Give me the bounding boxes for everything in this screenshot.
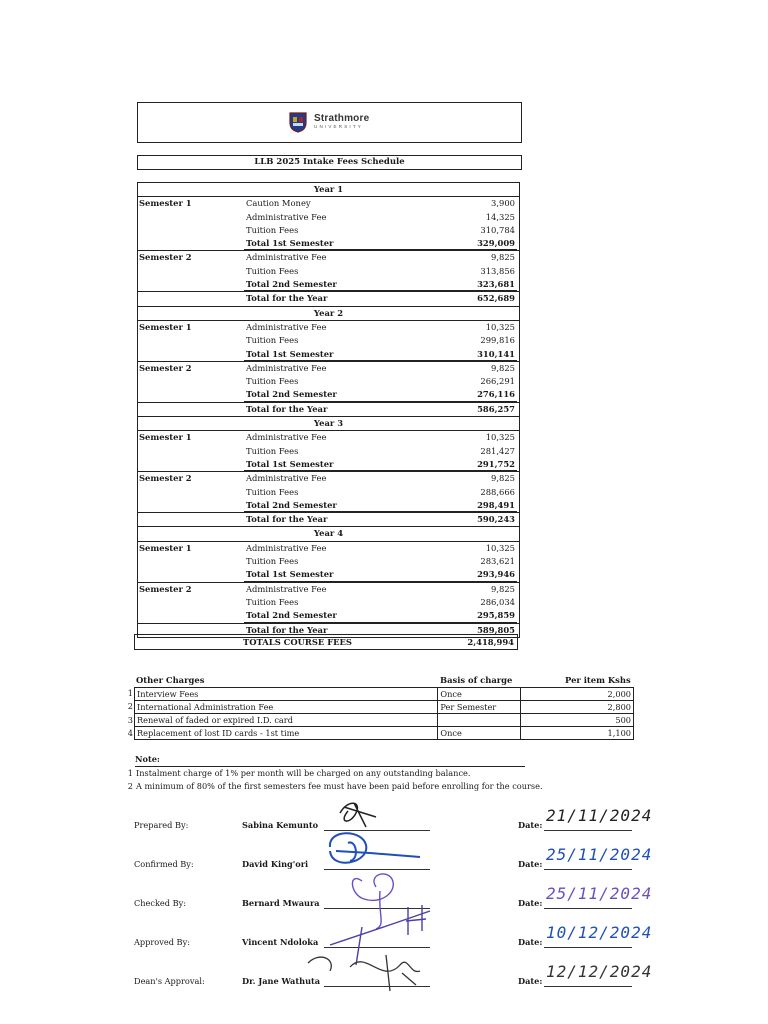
charge-basis: Per Semester xyxy=(438,701,520,714)
fee-row xyxy=(138,334,519,347)
semester-total-row xyxy=(138,237,519,250)
charge-number: 4 xyxy=(127,727,133,738)
fee-item-amount: 9,825 xyxy=(491,473,515,484)
semester-total-label: Total 2nd Semester xyxy=(246,389,337,400)
fee-row xyxy=(138,224,519,237)
note-number: 1 xyxy=(127,768,133,778)
fee-item-name: Tuition Fees xyxy=(246,596,299,607)
semester-total-value: 329,009 xyxy=(477,238,515,249)
note-lines xyxy=(125,767,635,793)
semester-total-value: 323,681 xyxy=(477,279,515,290)
fee-item-name: Tuition Fees xyxy=(246,445,299,456)
fee-item-name: Tuition Fees xyxy=(246,265,299,276)
fee-item-amount: 288,666 xyxy=(480,486,515,497)
handwritten-date: 12/12/2024 xyxy=(546,962,653,981)
fee-row xyxy=(138,211,519,224)
fee-item-amount: 281,427 xyxy=(480,445,515,456)
semester-total-value: 310,141 xyxy=(477,348,515,359)
year-total-value: 652,689 xyxy=(477,293,515,304)
other-charges-heading: Other Charges xyxy=(136,675,205,685)
fee-item-amount: 10,325 xyxy=(485,321,515,332)
totals-course-fees xyxy=(134,634,518,650)
crest-icon xyxy=(288,111,308,133)
note-text: Instalment charge of 1% per month will be charged on any outstanding balance. xyxy=(136,768,471,778)
semester-total-value: 291,752 xyxy=(477,458,515,469)
fee-item-name: Caution Money xyxy=(246,198,311,209)
other-charges-table xyxy=(134,687,634,740)
semester-total-label: Total 2nd Semester xyxy=(246,279,337,290)
handwritten-date: 25/11/2024 xyxy=(546,884,653,903)
fee-row xyxy=(138,265,519,278)
semester-total-row xyxy=(138,458,519,471)
fee-row xyxy=(138,555,519,568)
semester-total-label: Total 1st Semester xyxy=(246,458,334,469)
date-line xyxy=(544,947,632,948)
signature-line xyxy=(324,830,430,831)
per-item-heading: Per item Kshs xyxy=(565,675,631,685)
other-charge-row xyxy=(135,714,634,727)
fee-item-name: Tuition Fees xyxy=(246,556,299,567)
year-header: Year 4 xyxy=(138,526,519,541)
approval-role: Prepared By: xyxy=(134,820,189,830)
semester-total-value: 293,946 xyxy=(477,569,515,580)
year-total-label: Total for the Year xyxy=(246,624,328,635)
charge-amount: 500 xyxy=(520,714,633,727)
totals-label: TOTALS COURSE FEES xyxy=(243,637,352,647)
fee-item-amount: 10,325 xyxy=(485,432,515,443)
fee-row xyxy=(138,582,519,596)
approval-role: Confirmed By: xyxy=(134,859,194,869)
semester-total-row xyxy=(138,609,519,622)
fee-item-name: Tuition Fees xyxy=(246,224,299,235)
year-total-value: 590,243 xyxy=(477,514,515,525)
signature-line xyxy=(324,947,430,948)
logo-name: Strathmore xyxy=(314,113,370,125)
semester-total-value: 298,491 xyxy=(477,499,515,510)
semester-total-row xyxy=(138,568,519,581)
semester-label: Semester 2 xyxy=(139,362,192,373)
charge-basis xyxy=(438,714,520,727)
approver-name: Sabina Kemunto xyxy=(242,820,319,830)
fee-item-name: Administrative Fee xyxy=(246,321,327,332)
charge-item: Renewal of faded or expired I.D. card xyxy=(135,714,438,727)
fee-row xyxy=(138,431,519,444)
fee-item-name: Administrative Fee xyxy=(246,432,327,443)
semester-total-value: 276,116 xyxy=(477,389,515,400)
fee-item-name: Administrative Fee xyxy=(246,362,327,373)
fee-row xyxy=(138,197,519,210)
year-total-row xyxy=(138,512,519,526)
semester-total-row xyxy=(138,499,519,512)
date-label: Date: xyxy=(518,937,543,947)
fee-row xyxy=(138,445,519,458)
approval-role: Checked By: xyxy=(134,898,187,908)
fee-row xyxy=(138,375,519,388)
semester-total-label: Total 2nd Semester xyxy=(246,610,337,621)
fee-item-amount: 310,784 xyxy=(480,224,515,235)
other-charges xyxy=(125,675,635,738)
approver-name: Bernard Mwaura xyxy=(242,898,320,908)
fee-row xyxy=(138,361,519,375)
charge-amount: 1,100 xyxy=(520,727,633,740)
handwritten-date: 25/11/2024 xyxy=(546,845,653,864)
charge-number: 2 xyxy=(127,701,133,712)
charge-item: Replacement of lost ID cards - 1st time xyxy=(135,727,438,740)
fee-row xyxy=(138,596,519,609)
fee-item-name: Administrative Fee xyxy=(246,473,327,484)
date-label: Date: xyxy=(518,859,543,869)
other-charges-header xyxy=(125,675,635,687)
approval-role: Approved By: xyxy=(134,937,190,947)
note-number: 2 xyxy=(127,781,133,791)
year-header: Year 2 xyxy=(138,306,519,321)
semester-label: Semester 2 xyxy=(139,252,192,263)
fee-item-amount: 9,825 xyxy=(491,362,515,373)
note-heading: Note: xyxy=(135,754,525,767)
fee-item-name: Administrative Fee xyxy=(246,542,327,553)
fee-item-amount: 14,325 xyxy=(485,211,515,222)
approver-name: David King'ori xyxy=(242,859,309,869)
approval-row xyxy=(134,845,653,875)
note-text: A minimum of 80% of the first semesters fee must have been paid before enrolling for the course. xyxy=(136,781,543,791)
charge-item: Interview Fees xyxy=(135,688,438,701)
handwritten-date: 10/12/2024 xyxy=(546,923,653,942)
other-charge-row xyxy=(135,688,634,701)
note-line xyxy=(125,767,635,780)
charge-amount: 2,000 xyxy=(520,688,633,701)
date-line xyxy=(544,830,632,831)
semester-total-label: Total 1st Semester xyxy=(246,238,334,249)
fee-row xyxy=(138,542,519,555)
fee-item-amount: 3,900 xyxy=(491,198,515,209)
charge-number: 3 xyxy=(127,714,133,725)
signature-line xyxy=(324,908,430,909)
totals-value: 2,418,994 xyxy=(467,637,514,647)
date-line xyxy=(544,908,632,909)
fee-item-amount: 299,816 xyxy=(480,335,515,346)
fee-row xyxy=(138,321,519,334)
note-line xyxy=(125,780,635,793)
semester-total-row xyxy=(138,388,519,401)
charge-number: 1 xyxy=(127,688,133,698)
semester-total-label: Total 1st Semester xyxy=(246,348,334,359)
other-charges-numbers xyxy=(125,687,134,740)
logo-sub: UNIVERSITY xyxy=(314,124,364,130)
university-logo xyxy=(288,111,369,133)
semester-total-label: Total 1st Semester xyxy=(246,569,334,580)
date-line xyxy=(544,986,632,987)
signature-line xyxy=(324,869,430,870)
fee-item-name: Tuition Fees xyxy=(246,335,299,346)
approval-row xyxy=(134,884,653,914)
fee-row xyxy=(138,486,519,499)
semester-label: Semester 2 xyxy=(139,583,192,594)
year-total-value: 589,805 xyxy=(477,624,515,635)
semester-label: Semester 1 xyxy=(139,542,192,553)
year-total-row xyxy=(138,402,519,416)
year-total-label: Total for the Year xyxy=(246,403,328,414)
handwritten-date: 21/11/2024 xyxy=(546,806,653,825)
year-total-value: 586,257 xyxy=(477,403,515,414)
approver-name: Vincent Ndoloka xyxy=(242,937,319,947)
date-line xyxy=(544,869,632,870)
charge-basis: Once xyxy=(438,727,520,740)
semester-total-value: 295,859 xyxy=(477,610,515,621)
semester-label: Semester 1 xyxy=(139,432,192,443)
date-label: Date: xyxy=(518,898,543,908)
fee-item-name: Tuition Fees xyxy=(246,486,299,497)
semester-total-row xyxy=(138,278,519,291)
fee-item-amount: 9,825 xyxy=(491,252,515,263)
basis-heading: Basis of charge xyxy=(440,675,513,685)
fee-item-name: Administrative Fee xyxy=(246,211,327,222)
year-total-label: Total for the Year xyxy=(246,514,328,525)
fee-item-amount: 266,291 xyxy=(480,376,515,387)
fee-item-amount: 9,825 xyxy=(491,583,515,594)
approval-row xyxy=(134,806,653,836)
charge-amount: 2,800 xyxy=(520,701,633,714)
fee-item-amount: 286,034 xyxy=(480,596,515,607)
charge-basis: Once xyxy=(438,688,520,701)
fee-item-amount: 313,856 xyxy=(480,265,515,276)
year-header: Year 1 xyxy=(138,183,519,197)
semester-total-label: Total 2nd Semester xyxy=(246,499,337,510)
semester-label: Semester 2 xyxy=(139,473,192,484)
fee-row xyxy=(138,471,519,485)
approver-name: Dr. Jane Wathuta xyxy=(242,976,321,986)
year-total-label: Total for the Year xyxy=(246,293,328,304)
fee-item-name: Tuition Fees xyxy=(246,376,299,387)
approval-role: Dean's Approval: xyxy=(134,976,205,986)
semester-label: Semester 1 xyxy=(139,198,192,209)
logo-box xyxy=(137,102,522,143)
fee-item-amount: 10,325 xyxy=(485,542,515,553)
fee-item-amount: 283,621 xyxy=(480,556,515,567)
note-section xyxy=(125,754,635,793)
charge-item: International Administration Fee xyxy=(135,701,438,714)
fee-row xyxy=(138,250,519,264)
fee-item-name: Administrative Fee xyxy=(246,583,327,594)
fee-item-name: Administrative Fee xyxy=(246,252,327,263)
semester-total-row xyxy=(138,348,519,361)
date-label: Date: xyxy=(518,976,543,986)
year-total-row xyxy=(138,291,519,305)
approval-row xyxy=(134,962,653,992)
schedule-title: LLB 2025 Intake Fees Schedule xyxy=(137,155,522,170)
date-label: Date: xyxy=(518,820,543,830)
semester-label: Semester 1 xyxy=(139,321,192,332)
signature-line xyxy=(324,986,430,987)
other-charge-row xyxy=(135,727,634,740)
year-header: Year 3 xyxy=(138,416,519,431)
fees-table xyxy=(137,182,520,638)
approval-row xyxy=(134,923,653,953)
other-charge-row xyxy=(135,701,634,714)
